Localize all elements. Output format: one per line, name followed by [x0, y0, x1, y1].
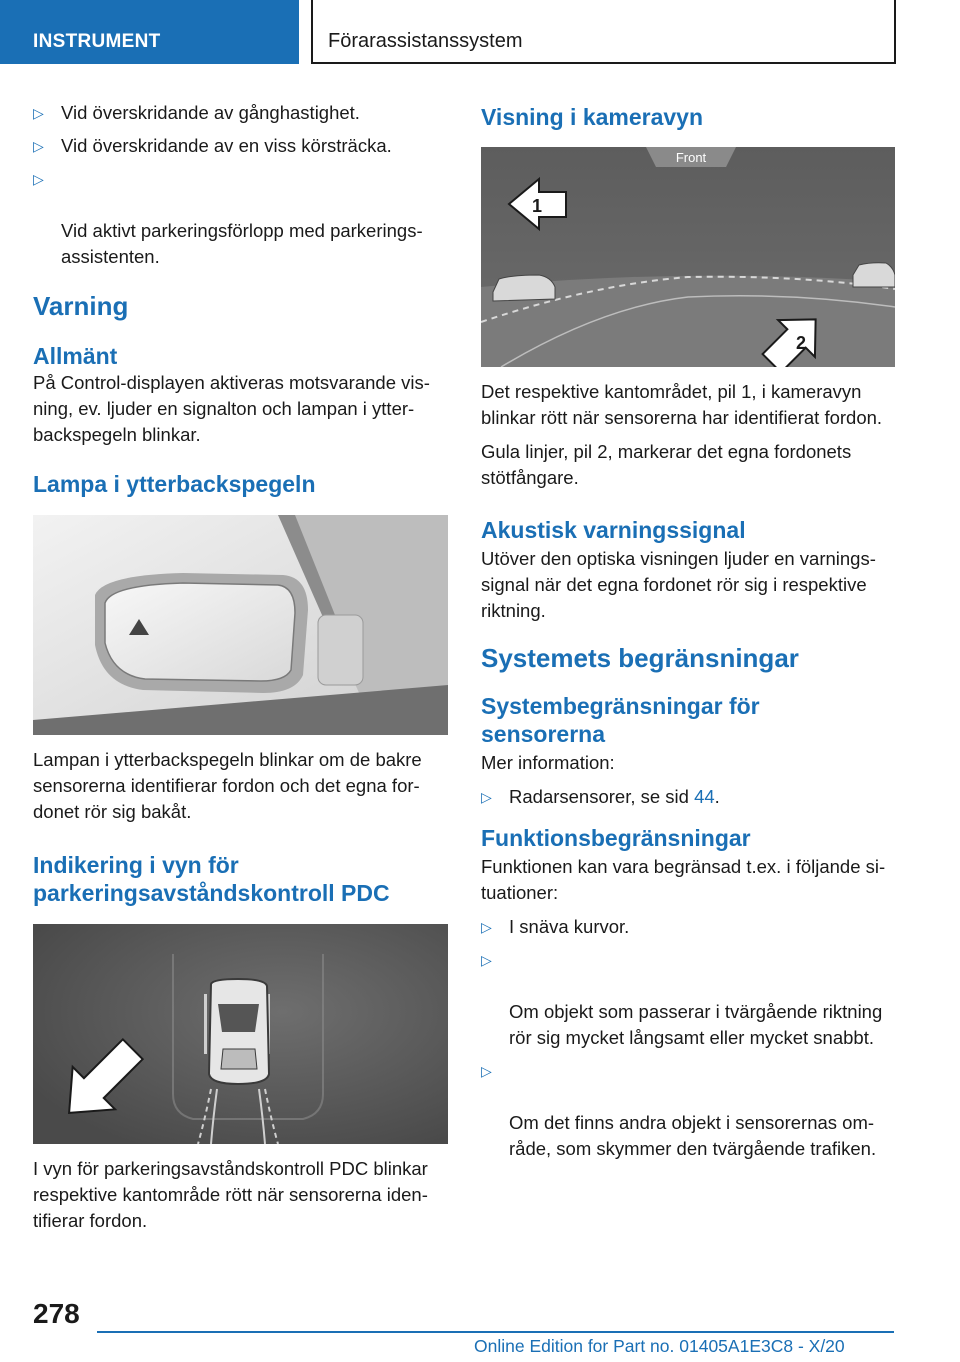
list-item — [33, 100, 448, 126]
camera-arrow-2-label: 2 — [795, 333, 807, 353]
heading-limits: Systemets begränsningar — [481, 643, 799, 673]
paragraph-function-limits: Funktionen kan vara begränsad t.ex. i följande si- tuationer: — [481, 856, 886, 903]
bullet-triangle-icon: ▷ — [33, 138, 44, 154]
paragraph-acoustic: Utöver den optiska visningen ljuder en varnings- signal när det egna fordonet rör sig i respektive riktning. — [481, 548, 876, 621]
list-item-text: I snäva kurvor. — [509, 916, 630, 937]
heading-function-limits: Funktionsbegränsningar — [481, 825, 751, 851]
header-chapter-label: Förarassistanssystem — [328, 30, 523, 52]
list-item-text: Vid överskridande av en viss körsträcka. — [61, 135, 392, 156]
footer-edition: Online Edition for Part no. 01405A1E3C8 - X/20 — [474, 1336, 845, 1356]
page-number: 278 — [33, 1298, 80, 1329]
bullet-triangle-icon: ▷ — [481, 1063, 492, 1079]
heading-camera-view: Visning i kameravyn — [481, 104, 704, 130]
paragraph-camera-1: Det respektive kantområdet, pil 1, i kameravyn blinkar rött när sensorerna har identifierat fordon. — [481, 381, 883, 428]
camera-front-label: Front — [675, 150, 707, 165]
list-item-end: . — [714, 786, 720, 807]
header-chapter-box — [311, 0, 896, 64]
heading-sensor-limits: Systembegränsningar för sensorerna — [481, 693, 760, 747]
list-item-text: Om objekt som passerar i tvärgående riktning rör sig mycket långsamt eller mycket snabbt. — [509, 1001, 883, 1048]
list-item-text: Om det finns andra objekt i sensorernas om- råde, som skymmer den tvärgående trafiken. — [509, 1112, 877, 1159]
list-item-text: Vid överskridande av gånghastighet. — [61, 102, 360, 123]
bullet-triangle-icon: ▷ — [481, 789, 492, 805]
list-item — [481, 784, 897, 810]
paragraph-more-info: Mer information: — [481, 752, 615, 773]
paragraph-pdc: I vyn för parkeringsavståndskontroll PDC blinkar respektive kantområde rött när sensorerna iden- tifierar fordon. — [33, 1158, 428, 1231]
bullet-triangle-icon: ▷ — [481, 952, 492, 968]
pdc-illustration — [33, 924, 448, 1144]
header-section-tab — [0, 0, 299, 64]
right-column — [481, 100, 897, 1169]
list-item — [481, 914, 897, 940]
paragraph-general: På Control-displayen aktiveras motsvarande vis- ning, ev. ljuder en signalton och lampan i ytter- backspegeln blinkar. — [33, 372, 430, 445]
list-item — [481, 947, 897, 1051]
camera-view-illustration — [481, 147, 895, 367]
heading-acoustic: Akustisk varningssignal — [481, 517, 746, 543]
list-item — [33, 133, 448, 159]
list-item — [481, 1058, 897, 1162]
heading-general: Allmänt — [33, 343, 118, 369]
bullet-triangle-icon: ▷ — [33, 105, 44, 121]
left-column — [33, 100, 448, 1234]
heading-mirror-lamp: Lampa i ytterbackspegeln — [33, 471, 316, 497]
mirror-lamp-illustration — [33, 515, 448, 735]
paragraph-mirror-lamp: Lampan i ytterbackspegeln blinkar om de bakre sensorerna identifierar fordon och det egna for- donet rör sig bakåt. — [33, 749, 422, 822]
footer-divider — [97, 1331, 894, 1333]
list-item-text: Radarsensorer, se sid — [509, 786, 695, 807]
bullet-triangle-icon: ▷ — [33, 171, 44, 187]
page-reference-link[interactable]: 44 — [694, 786, 715, 807]
heading-warning: Varning — [33, 291, 129, 321]
heading-pdc: Indikering i vyn för parkeringsavståndskontroll PDC — [33, 852, 390, 906]
svg-text:1: 1 — [531, 196, 543, 216]
list-item-text: Vid aktivt parkeringsförlopp med parkerings- assistenten. — [61, 220, 423, 267]
paragraph-camera-2: Gula linjer, pil 2, markerar det egna fordonets stötfångare. — [481, 441, 852, 488]
bullet-triangle-icon: ▷ — [481, 919, 492, 935]
header-section-label: INSTRUMENT — [33, 31, 161, 52]
list-item — [33, 166, 448, 270]
